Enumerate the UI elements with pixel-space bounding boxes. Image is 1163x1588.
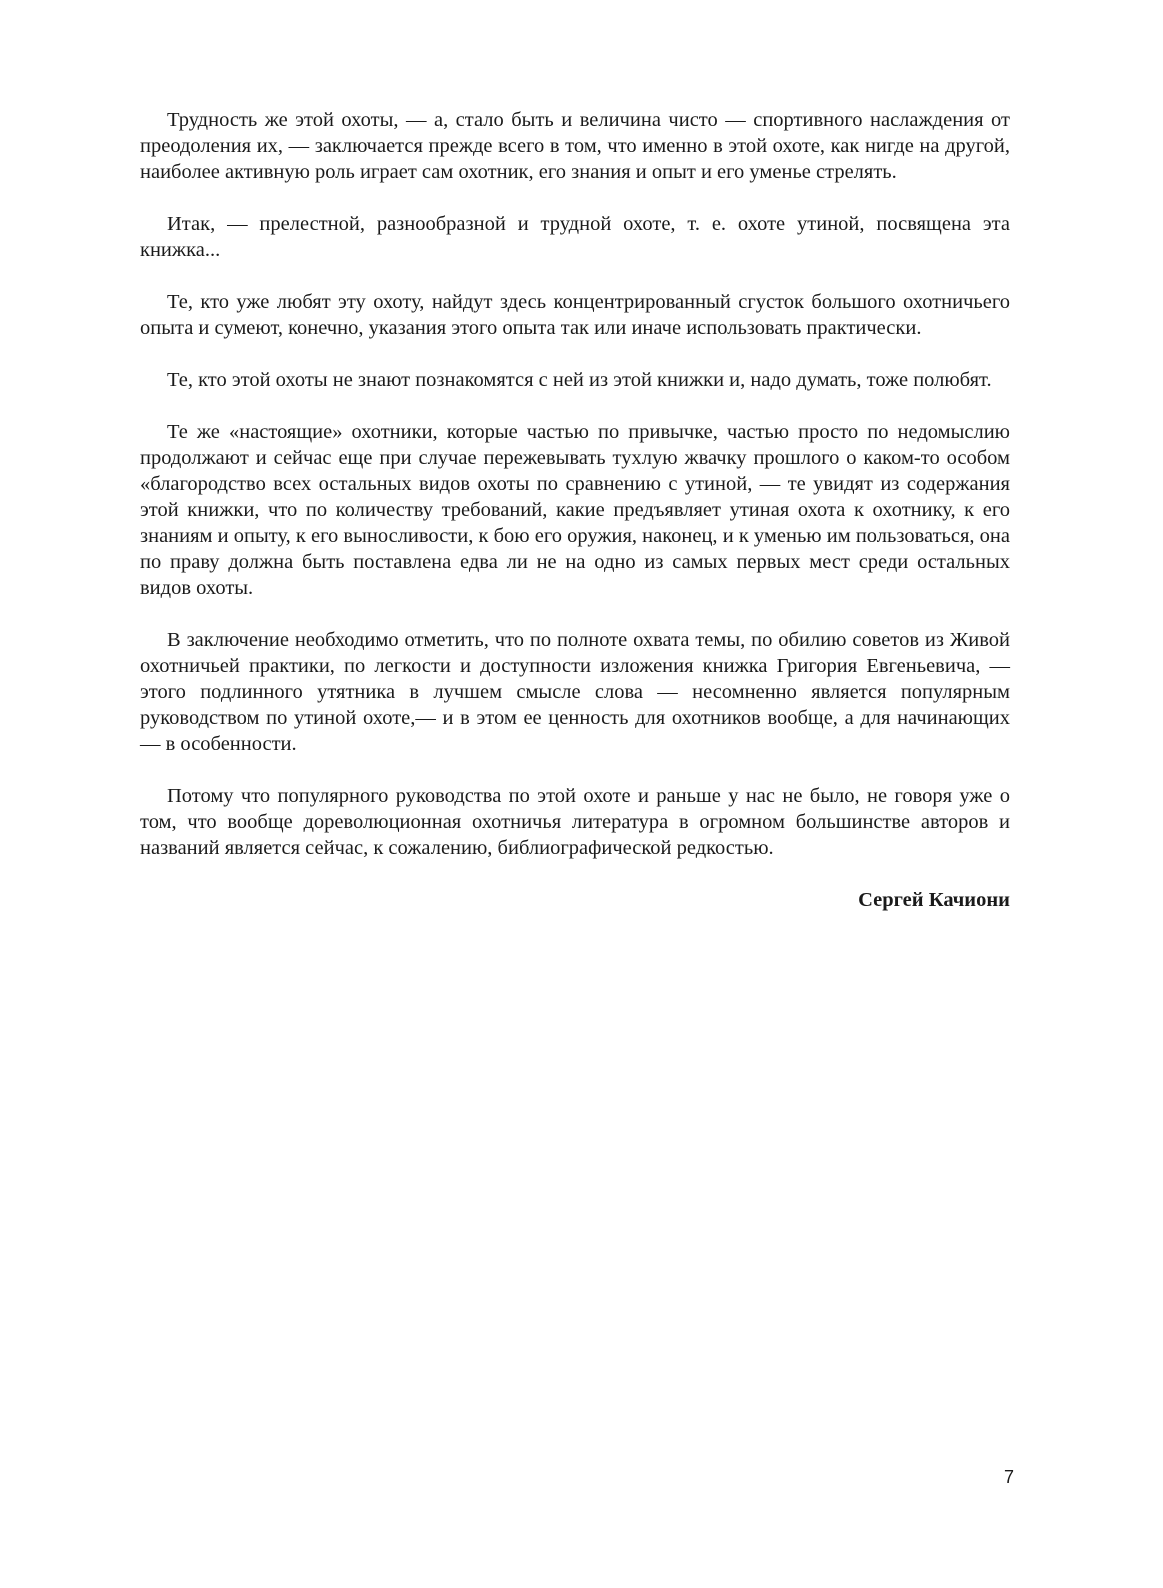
paragraph-5: Те же «настоящие» охотники, которые частью по привычке, частью просто по недомыслию продолжают и сейчас еще при случае пережевывать тухлую жвачку прошлого о каком-то особом «благородство всех остальных видов охоты по сравнению с утиной, — те увидят из содержания этой книжки, что по количеству требований, какие предъявляет утиная охота к охотнику, к его знаниям и опыту, к его выносливости, к бою его оружия, наконец, и к уменью им пользоваться, она по праву должна быть поставлена едва ли не на одно из самых первых мест среди остальных видов охоты.: [140, 421, 1010, 599]
author-signature: Сергей Качиони: [858, 889, 1010, 911]
paragraph-4: Те, кто этой охоты не знают познакомятся с ней из этой книжки и, надо думать, тоже полюбят.: [167, 369, 992, 391]
paragraph-1: Трудность же этой охоты, — а, стало быть и величина чисто — спортивного наслаждения от преодоления их, — заключается прежде всего в том, что именно в этой охоте, как нигде на другой, наиболее активную роль играет сам охотник, его знания и опыт и его уменье стрелять.: [140, 109, 1010, 183]
paragraph-2: Итак, — прелестной, разнообразной и трудной охоте, т. е. охоте утиной, посвящена эта книжка...: [140, 213, 1010, 261]
page-number: 7: [1003, 1467, 1014, 1487]
page-body: [140, 107, 1010, 913]
paragraph-7: Потому что популярного руководства по этой охоте и раньше у нас не было, не говоря уже о том, что вообще дореволюционная охотничья литература в огромном большинстве авторов и названий является сейчас, к сожалению, библиографической редкостью.: [140, 785, 1010, 859]
paragraph-3: Те, кто уже любят эту охоту, найдут здесь концентрированный сгусток большого охотничьего опыта и сумеют, конечно, указания этого опыта так или иначе использовать практически.: [140, 291, 1010, 339]
paragraph-6: В заключение необходимо отметить, что по полноте охвата темы, по обилию советов из Живой охотничьей практики, по легкости и доступности изложения книжка Григория Евгеньевича, — этого подлинного утятника в лучшем смысле слова — несомненно является популярным руководством по утиной охоте,— и в этом ее ценность для охотников вообще, а для начинающих — в особенности.: [140, 629, 1010, 755]
